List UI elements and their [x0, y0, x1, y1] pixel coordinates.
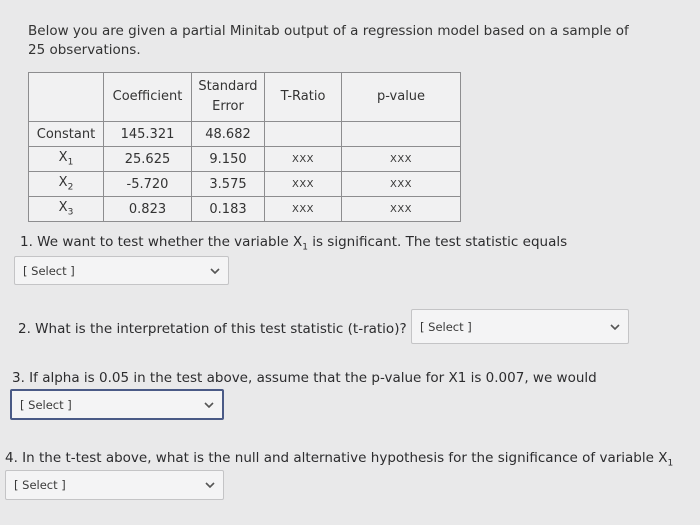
se-cell: 9.150: [192, 147, 265, 172]
header-standard-error: [192, 73, 265, 122]
se-cell: 48.682: [192, 122, 265, 147]
t-cell: [265, 122, 342, 147]
t-cell: XXX: [265, 147, 342, 172]
chevron-down-icon: [610, 324, 620, 330]
select-placeholder: [ Select ]: [20, 397, 72, 412]
regression-table: [28, 72, 461, 222]
coef-cell: 25.625: [104, 147, 192, 172]
question-3-select[interactable]: [10, 389, 224, 420]
row-label: $X_1$: [29, 147, 104, 172]
question-2-text: 2. What is the interpretation of this test statistic (t-ratio)?: [18, 321, 407, 337]
chevron-down-icon: [204, 402, 214, 408]
p-cell: XXX: [342, 197, 461, 222]
p-cell: XXX: [342, 147, 461, 172]
select-placeholder: [ Select ]: [14, 478, 66, 492]
row-label: $X_3$: [29, 197, 104, 222]
question-1-text: 1. We want to test whether the variable $X_1$ is significant. The test statistic equals: [20, 234, 568, 253]
header-p-value: p-value: [342, 73, 461, 122]
question-3-text: 3. If alpha is 0.05 in the test above, assume that the p-value for X1 is 0.007, we would: [12, 370, 597, 386]
header-se-line1: Standard: [198, 79, 258, 94]
table-row: [29, 172, 461, 197]
row-label: Constant: [29, 122, 104, 147]
header-coefficient: Coefficient: [104, 73, 192, 122]
coef-cell: 0.823: [104, 197, 192, 222]
question-4-text: 4. In the t-test above, what is the null and alternative hypothesis for the significance of variable $X_1$: [5, 450, 674, 469]
header-t-ratio: T-Ratio: [265, 73, 342, 122]
se-cell: 3.575: [192, 172, 265, 197]
p-cell: XXX: [342, 172, 461, 197]
select-placeholder: [ Select ]: [420, 319, 472, 334]
question-2-select[interactable]: [411, 309, 629, 344]
coef-cell: 145.321: [104, 122, 192, 147]
table-row: [29, 197, 461, 222]
intro-text: Below you are given a partial Minitab output of a regression model based on a sample of 25 observations.: [28, 23, 629, 58]
table-header-row: [29, 73, 461, 122]
t-cell: XXX: [265, 197, 342, 222]
table-row: [29, 122, 461, 147]
question-1-select[interactable]: [14, 256, 229, 285]
chevron-down-icon: [205, 482, 215, 488]
row-label: $X_2$: [29, 172, 104, 197]
table-row: [29, 147, 461, 172]
header-empty: [29, 73, 104, 122]
chevron-down-icon: [210, 268, 220, 274]
header-se-line2: Error: [212, 99, 244, 114]
coef-cell: -5.720: [104, 172, 192, 197]
question-4-select[interactable]: [5, 470, 224, 500]
p-cell: [342, 122, 461, 147]
select-placeholder: [ Select ]: [23, 263, 75, 278]
t-cell: XXX: [265, 172, 342, 197]
se-cell: 0.183: [192, 197, 265, 222]
